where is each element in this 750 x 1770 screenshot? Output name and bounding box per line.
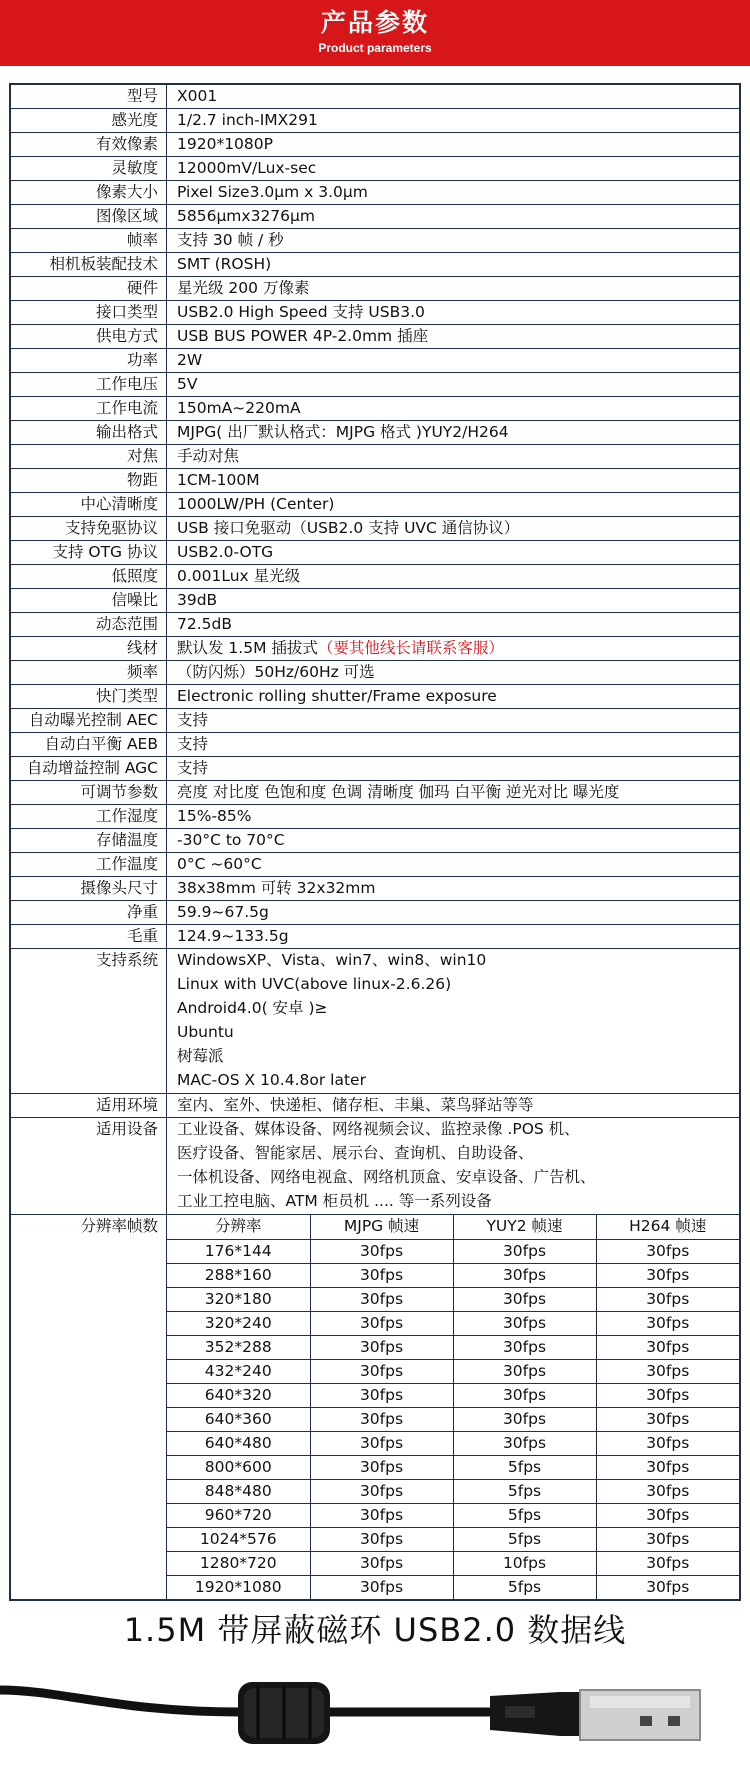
spec-value-text: 124.9~133.5g xyxy=(177,927,289,945)
spec-value xyxy=(167,421,739,444)
fps-value: 30fps xyxy=(453,1383,596,1407)
spec-label: 可调节参数 xyxy=(11,781,167,804)
spec-row xyxy=(11,709,739,733)
system-line: Linux with UVC(above linux-2.6.26) xyxy=(177,975,452,993)
spec-value-text: 1000LW/PH (Center) xyxy=(177,495,335,513)
fps-value: 30fps xyxy=(596,1311,739,1335)
spec-row xyxy=(11,253,739,277)
spec-value xyxy=(167,685,739,708)
fps-value: 5fps xyxy=(453,1503,596,1527)
spec-row xyxy=(11,373,739,397)
fps-value: 30fps xyxy=(596,1239,739,1263)
spec-row xyxy=(11,565,739,589)
fps-value: 30fps xyxy=(453,1431,596,1455)
spec-row xyxy=(11,613,739,637)
spec-row xyxy=(11,589,739,613)
spec-row xyxy=(11,229,739,253)
system-line: WindowsXP、Vista、win7、win8、win10 xyxy=(177,951,487,969)
fps-value: 30fps xyxy=(310,1503,453,1527)
spec-label: 摄像头尺寸 xyxy=(11,877,167,900)
fps-value: 30fps xyxy=(310,1431,453,1455)
spec-value-text: 1/2.7 inch-IMX291 xyxy=(177,111,318,129)
resolution-row xyxy=(167,1335,739,1359)
spec-label: 自动增益控制 AGC xyxy=(11,757,167,780)
system-line: Android4.0( 安卓 )≥ xyxy=(177,999,328,1017)
fps-value: 30fps xyxy=(310,1263,453,1287)
fps-value: 30fps xyxy=(596,1287,739,1311)
fps-value: 30fps xyxy=(596,1431,739,1455)
fps-value: 30fps xyxy=(310,1551,453,1575)
fps-value: 30fps xyxy=(596,1383,739,1407)
spec-value xyxy=(167,253,739,276)
spec-label: 净重 xyxy=(11,901,167,924)
spec-label: 物距 xyxy=(11,469,167,492)
resolution-value: 432*240 xyxy=(167,1359,310,1383)
spec-row xyxy=(11,805,739,829)
spec-row xyxy=(11,277,739,301)
device-line: 医疗设备、智能家居、展示台、查询机、自助设备、 xyxy=(177,1144,534,1162)
spec-label: 感光度 xyxy=(11,109,167,132)
spec-value-note: （要其他线长请联系客服） xyxy=(317,639,504,657)
fps-value: 30fps xyxy=(310,1407,453,1431)
spec-value xyxy=(167,853,739,876)
fps-value: 30fps xyxy=(310,1527,453,1551)
fps-value: 30fps xyxy=(453,1335,596,1359)
spec-value-text: 5V xyxy=(177,375,198,393)
resolution-row xyxy=(167,1263,739,1287)
page-subtitle: Product parameters xyxy=(318,41,432,55)
fps-value: 30fps xyxy=(596,1263,739,1287)
spec-value-devices xyxy=(167,1118,739,1214)
fps-value: 30fps xyxy=(310,1575,453,1599)
spec-row xyxy=(11,829,739,853)
resolution-row xyxy=(167,1551,739,1575)
resolution-value: 288*160 xyxy=(167,1263,310,1287)
resolution-row xyxy=(167,1311,739,1335)
spec-label: 支持免驱协议 xyxy=(11,517,167,540)
spec-row xyxy=(11,421,739,445)
resolution-row xyxy=(167,1575,739,1599)
spec-value xyxy=(167,757,739,780)
fps-value: 5fps xyxy=(453,1575,596,1599)
spec-row xyxy=(11,181,739,205)
spec-table xyxy=(9,83,741,1601)
spec-value xyxy=(167,181,739,204)
spec-value-text: USB 接口免驱动（USB2.0 支持 UVC 通信协议） xyxy=(177,519,520,537)
resolution-table xyxy=(167,1215,739,1599)
spec-value-text: X001 xyxy=(177,87,218,105)
spec-label: 工作温度 xyxy=(11,853,167,876)
spec-value xyxy=(167,901,739,924)
spec-label: 支持系统 xyxy=(11,949,167,1093)
system-line: 树莓派 xyxy=(177,1047,224,1065)
spec-value xyxy=(167,109,739,132)
spec-label: 适用设备 xyxy=(11,1118,167,1214)
fps-value: 30fps xyxy=(310,1335,453,1359)
spec-label: 自动白平衡 AEB xyxy=(11,733,167,756)
resolution-row xyxy=(167,1407,739,1431)
spec-value-text: USB2.0-OTG xyxy=(177,543,274,561)
spec-label: 工作湿度 xyxy=(11,805,167,828)
fps-value: 30fps xyxy=(596,1455,739,1479)
spec-value xyxy=(167,349,739,372)
resolution-row xyxy=(167,1383,739,1407)
spec-value-text: 亮度 对比度 色饱和度 色调 清晰度 伽玛 白平衡 逆光对比 曝光度 xyxy=(177,783,620,801)
spec-label: 对焦 xyxy=(11,445,167,468)
fps-value: 30fps xyxy=(596,1335,739,1359)
spec-value xyxy=(167,661,739,684)
spec-row xyxy=(11,445,739,469)
system-line: MAC-OS X 10.4.8or later xyxy=(177,1071,366,1089)
spec-value-text: 支持 xyxy=(177,735,209,753)
resolution-header: YUY2 帧速 xyxy=(453,1215,596,1239)
resolution-row xyxy=(167,1503,739,1527)
spec-label: 适用环境 xyxy=(11,1094,167,1117)
fps-value: 30fps xyxy=(596,1551,739,1575)
spec-row xyxy=(11,925,739,949)
fps-value: 30fps xyxy=(453,1239,596,1263)
spec-value-text: 72.5dB xyxy=(177,615,232,633)
spec-label: 低照度 xyxy=(11,565,167,588)
spec-label: 工作电流 xyxy=(11,397,167,420)
spec-value-text: MJPG( 出厂默认格式：MJPG 格式 )YUY2/H264 xyxy=(177,423,509,441)
spec-value-text: 150mA~220mA xyxy=(177,399,301,417)
spec-label: 硬件 xyxy=(11,277,167,300)
spec-label: 灵敏度 xyxy=(11,157,167,180)
fps-value: 30fps xyxy=(453,1263,596,1287)
spec-value-text: 1920*1080P xyxy=(177,135,273,153)
spec-row xyxy=(11,493,739,517)
spec-row xyxy=(11,205,739,229)
spec-label: 相机板装配技术 xyxy=(11,253,167,276)
spec-value xyxy=(167,925,739,948)
resolution-value: 640*360 xyxy=(167,1407,310,1431)
fps-value: 30fps xyxy=(453,1359,596,1383)
spec-value xyxy=(167,469,739,492)
spec-value xyxy=(167,877,739,900)
spec-value xyxy=(167,397,739,420)
spec-label: 线材 xyxy=(11,637,167,660)
spec-value-text: 2W xyxy=(177,351,203,369)
spec-value-text: 15%-85% xyxy=(177,807,252,825)
spec-label: 工作电压 xyxy=(11,373,167,396)
spec-value xyxy=(167,517,739,540)
fps-value: 5fps xyxy=(453,1527,596,1551)
resolution-row xyxy=(167,1287,739,1311)
spec-row xyxy=(11,901,739,925)
spec-value-text: USB BUS POWER 4P-2.0mm 插座 xyxy=(177,327,429,345)
resolution-row xyxy=(167,1527,739,1551)
spec-row-systems xyxy=(11,949,739,1094)
spec-value: 室内、室外、快递柜、储存柜、丰巢、菜鸟驿站等等 xyxy=(177,1096,534,1114)
resolution-cell xyxy=(167,1215,739,1599)
spec-row xyxy=(11,517,739,541)
spec-value-text: SMT (ROSH) xyxy=(177,255,272,273)
spec-value xyxy=(167,565,739,588)
spec-row xyxy=(11,637,739,661)
usb-cable-image xyxy=(0,1660,750,1770)
spec-value xyxy=(167,637,739,660)
spec-label: 接口类型 xyxy=(11,301,167,324)
spec-label: 快门类型 xyxy=(11,685,167,708)
header-banner xyxy=(0,0,750,66)
spec-label: 有效像素 xyxy=(11,133,167,156)
spec-row xyxy=(11,541,739,565)
resolution-row xyxy=(167,1455,739,1479)
resolution-value: 1280*720 xyxy=(167,1551,310,1575)
spec-value-text: 0.001Lux 星光级 xyxy=(177,567,301,585)
resolution-row xyxy=(167,1359,739,1383)
fps-value: 30fps xyxy=(453,1287,596,1311)
spec-value xyxy=(167,781,739,804)
spec-value xyxy=(167,805,739,828)
resolution-header: H264 帧速 xyxy=(596,1215,739,1239)
spec-value-text: 手动对焦 xyxy=(177,447,240,465)
spec-row xyxy=(11,853,739,877)
resolution-value: 848*480 xyxy=(167,1479,310,1503)
spec-value-text: -30°C to 70°C xyxy=(177,831,285,849)
fps-value: 30fps xyxy=(310,1287,453,1311)
spec-value-text: 59.9~67.5g xyxy=(177,903,269,921)
spec-value xyxy=(167,589,739,612)
spec-value xyxy=(167,133,739,156)
spec-value-text: 支持 xyxy=(177,759,209,777)
resolution-value: 320*180 xyxy=(167,1287,310,1311)
spec-value xyxy=(167,709,739,732)
resolution-value: 640*480 xyxy=(167,1431,310,1455)
fps-value: 30fps xyxy=(310,1383,453,1407)
spec-value xyxy=(167,301,739,324)
spec-value xyxy=(167,733,739,756)
fps-value: 30fps xyxy=(453,1311,596,1335)
resolution-value: 640*320 xyxy=(167,1383,310,1407)
fps-value: 30fps xyxy=(310,1455,453,1479)
spec-row xyxy=(11,349,739,373)
spec-label: 存储温度 xyxy=(11,829,167,852)
page-title: 产品参数 xyxy=(320,8,429,37)
resolution-row xyxy=(167,1239,739,1263)
fps-value: 30fps xyxy=(310,1479,453,1503)
spec-value xyxy=(167,205,739,228)
spec-row xyxy=(11,301,739,325)
spec-label: 支持 OTG 协议 xyxy=(11,541,167,564)
spec-label: 频率 xyxy=(11,661,167,684)
spec-value-text: （防闪烁）50Hz/60Hz 可选 xyxy=(177,663,375,681)
fps-value: 30fps xyxy=(596,1479,739,1503)
spec-label: 动态范围 xyxy=(11,613,167,636)
spec-value-text: 支持 xyxy=(177,711,209,729)
device-line: 一体机设备、网络电视盒、网络机顶盒、安卓设备、广告机、 xyxy=(177,1168,596,1186)
fps-value: 30fps xyxy=(596,1575,739,1599)
spec-value-text: 12000mV/Lux-sec xyxy=(177,159,317,177)
resolution-value: 1920*1080 xyxy=(194,1577,282,1596)
spec-label: 供电方式 xyxy=(11,325,167,348)
fps-value: 30fps xyxy=(596,1407,739,1431)
fps-value: 30fps xyxy=(596,1359,739,1383)
fps-value: 30fps xyxy=(596,1527,739,1551)
spec-row xyxy=(11,109,739,133)
fps-value: 5fps xyxy=(453,1455,596,1479)
fps-value: 30fps xyxy=(453,1407,596,1431)
spec-label: 中心清晰度 xyxy=(11,493,167,516)
spec-row-devices xyxy=(11,1118,739,1215)
spec-label: 分辨率帧数 xyxy=(11,1215,167,1599)
resolution-value: 960*720 xyxy=(167,1503,310,1527)
spec-value xyxy=(167,157,739,180)
resolution-value: 1024*576 xyxy=(167,1527,310,1551)
spec-rows xyxy=(11,85,739,949)
spec-label: 型号 xyxy=(11,85,167,108)
spec-value-text: 默认发 1.5M 插拔式 xyxy=(177,639,318,657)
spec-value-text: USB2.0 High Speed 支持 USB3.0 xyxy=(177,303,425,321)
resolution-row xyxy=(167,1431,739,1455)
spec-value xyxy=(167,277,739,300)
spec-row xyxy=(11,157,739,181)
fps-value: 10fps xyxy=(453,1551,596,1575)
spec-row xyxy=(11,397,739,421)
resolution-value: 800*600 xyxy=(167,1455,310,1479)
spec-label: 输出格式 xyxy=(11,421,167,444)
spec-row-environment xyxy=(11,1094,739,1118)
fps-value: 30fps xyxy=(310,1359,453,1383)
spec-value-systems xyxy=(167,949,739,1093)
spec-value-text: 39dB xyxy=(177,591,218,609)
system-line: Ubuntu xyxy=(177,1023,234,1041)
spec-value-text: 5856μmx3276μm xyxy=(177,207,315,225)
resolution-header: MJPG 帧速 xyxy=(310,1215,453,1239)
spec-row xyxy=(11,469,739,493)
fps-value: 5fps xyxy=(453,1479,596,1503)
spec-value xyxy=(167,829,739,852)
spec-value xyxy=(167,445,739,468)
spec-row xyxy=(11,685,739,709)
resolution-value: 176*144 xyxy=(167,1239,310,1263)
spec-value-text: 支持 30 帧 / 秒 xyxy=(177,231,284,249)
fps-value: 30fps xyxy=(310,1311,453,1335)
spec-row xyxy=(11,877,739,901)
spec-value-text: 0°C ~60°C xyxy=(177,855,262,873)
spec-label: 信噪比 xyxy=(11,589,167,612)
spec-label: 自动曝光控制 AEC xyxy=(11,709,167,732)
spec-value xyxy=(167,85,739,108)
spec-value xyxy=(167,229,739,252)
spec-row xyxy=(11,133,739,157)
fps-value: 30fps xyxy=(310,1239,453,1263)
device-line: 工业设备、媒体设备、网络视频会议、监控录像 .POS 机、 xyxy=(177,1120,580,1138)
spec-row xyxy=(11,325,739,349)
spec-value-text: Pixel Size3.0μm x 3.0μm xyxy=(177,183,368,201)
spec-label: 功率 xyxy=(11,349,167,372)
spec-value-text: 38x38mm 可转 32x32mm xyxy=(177,879,376,897)
spec-value xyxy=(167,541,739,564)
spec-value-text: 1CM-100M xyxy=(177,471,260,489)
spec-value-text: Electronic rolling shutter/Frame exposure xyxy=(177,687,497,705)
spec-row-resolution xyxy=(11,1215,739,1599)
device-line: 工业工控电脑、ATM 柜员机 .... 等一系列设备 xyxy=(177,1192,492,1210)
spec-row xyxy=(11,733,739,757)
spec-row xyxy=(11,757,739,781)
resolution-header-row xyxy=(167,1215,739,1239)
cable-caption: 1.5M 带屏蔽磁环 USB2.0 数据线 xyxy=(123,1611,627,1649)
resolution-header: 分辨率 xyxy=(167,1215,310,1239)
spec-value xyxy=(167,325,739,348)
spec-value xyxy=(167,613,739,636)
spec-row xyxy=(11,781,739,805)
spec-value xyxy=(167,373,739,396)
fps-value: 30fps xyxy=(596,1503,739,1527)
spec-row xyxy=(11,661,739,685)
spec-label: 帧率 xyxy=(11,229,167,252)
spec-row xyxy=(11,85,739,109)
resolution-value: 352*288 xyxy=(167,1335,310,1359)
resolution-row xyxy=(167,1479,739,1503)
spec-value-text: 星光级 200 万像素 xyxy=(177,279,310,297)
spec-label: 毛重 xyxy=(11,925,167,948)
spec-value xyxy=(167,493,739,516)
spec-label: 像素大小 xyxy=(11,181,167,204)
resolution-body xyxy=(167,1239,739,1599)
resolution-value: 320*240 xyxy=(167,1311,310,1335)
spec-label: 图像区域 xyxy=(11,205,167,228)
